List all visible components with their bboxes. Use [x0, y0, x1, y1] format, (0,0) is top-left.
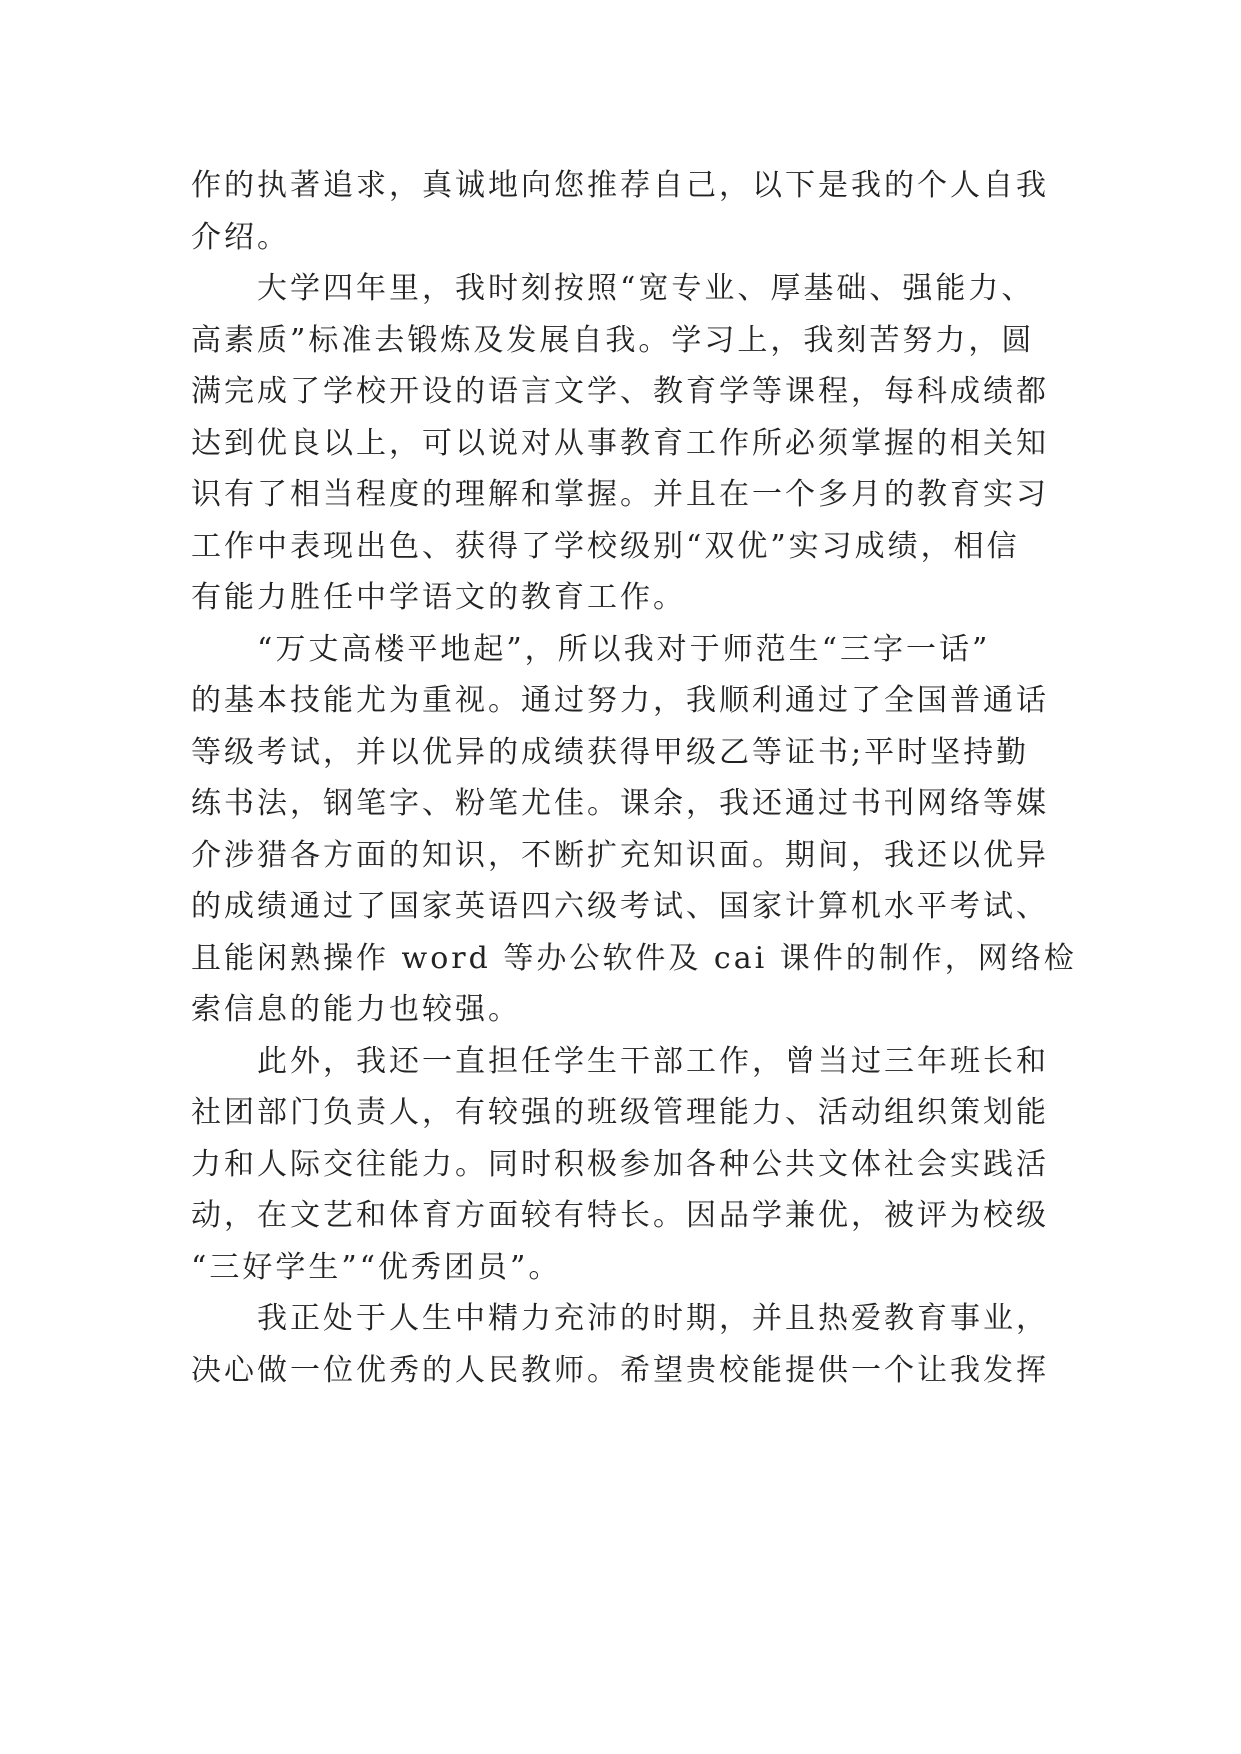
text-line: 满完成了学校开设的语言文学、教育学等课程，每科成绩都 — [191, 374, 1049, 409]
text-line: 社团部门负责人，有较强的班级管理能力、活动组织策划能 — [191, 1095, 1049, 1130]
text-line: 介涉猎各方面的知识，不断扩充知识面。期间，我还以优异 — [191, 837, 1049, 873]
text-line: 高素质”标准去锻炼及发展自我。学习上，我刻苦努力，圆 — [191, 322, 1035, 358]
text-line: 工作中表现出色、获得了学校级别“双优”实习成绩，相信 — [191, 528, 1020, 564]
text-line: 力和人际交往能力。同时积极参加各种公共文体社会实践活 — [191, 1146, 1049, 1182]
text-line: “万丈高楼平地起”，所以我对于师范生“三字一话” — [257, 631, 991, 667]
text-line: 索信息的能力也较强。 — [191, 992, 521, 1027]
paragraph — [191, 624, 1077, 1036]
text-line: 识有了相当程度的理解和掌握。并且在一个多月的教育实习 — [191, 477, 1049, 512]
text-line: 练书法，钢笔字、粉笔尤佳。课余，我还通过书刊网络等媒 — [191, 786, 1049, 821]
text-line: 的成绩通过了国家英语四六级考试、国家计算机水平考试、 — [191, 889, 1049, 924]
text-line: 大学四年里，我时刻按照“宽专业、厚基础、强能力、 — [257, 271, 1035, 306]
paragraph — [191, 263, 1071, 624]
text-line: 决心做一位优秀的人民教师。希望贵校能提供一个让我发挥 — [191, 1352, 1049, 1388]
text-line: 此外，我还一直担任学生干部工作，曾当过三年班长和 — [257, 1043, 1049, 1079]
text-line: 作的执著追求，真诚地向您推荐自己，以下是我的个人自我 — [191, 168, 1049, 203]
paragraph — [191, 1293, 1071, 1396]
text-line: 动，在文艺和体育方面较有特长。因品学兼优，被评为校级 — [191, 1198, 1049, 1233]
paragraph — [191, 1036, 1071, 1294]
text-line: 等级考试，并以优异的成绩获得甲级乙等证书;平时坚持勤 — [191, 734, 1030, 770]
text-line: 且能闲熟操作 word 等办公软件及 cai 课件的制作，网络检 — [191, 940, 1077, 976]
body-text — [191, 160, 1077, 1396]
text-line: 有能力胜任中学语文的教育工作。 — [191, 580, 686, 615]
text-line: 介绍。 — [191, 219, 290, 255]
text-line: 的基本技能尤为重视。通过努力，我顺利通过了全国普通话 — [191, 683, 1049, 718]
text-line: “三好学生”“优秀团员”。 — [191, 1249, 562, 1285]
paragraph — [191, 160, 1071, 263]
text-line: 达到优良以上，可以说对从事教育工作所必须掌握的相关知 — [191, 425, 1049, 461]
text-line: 我正处于人生中精力充沛的时期，并且热爱教育事业， — [257, 1301, 1049, 1336]
